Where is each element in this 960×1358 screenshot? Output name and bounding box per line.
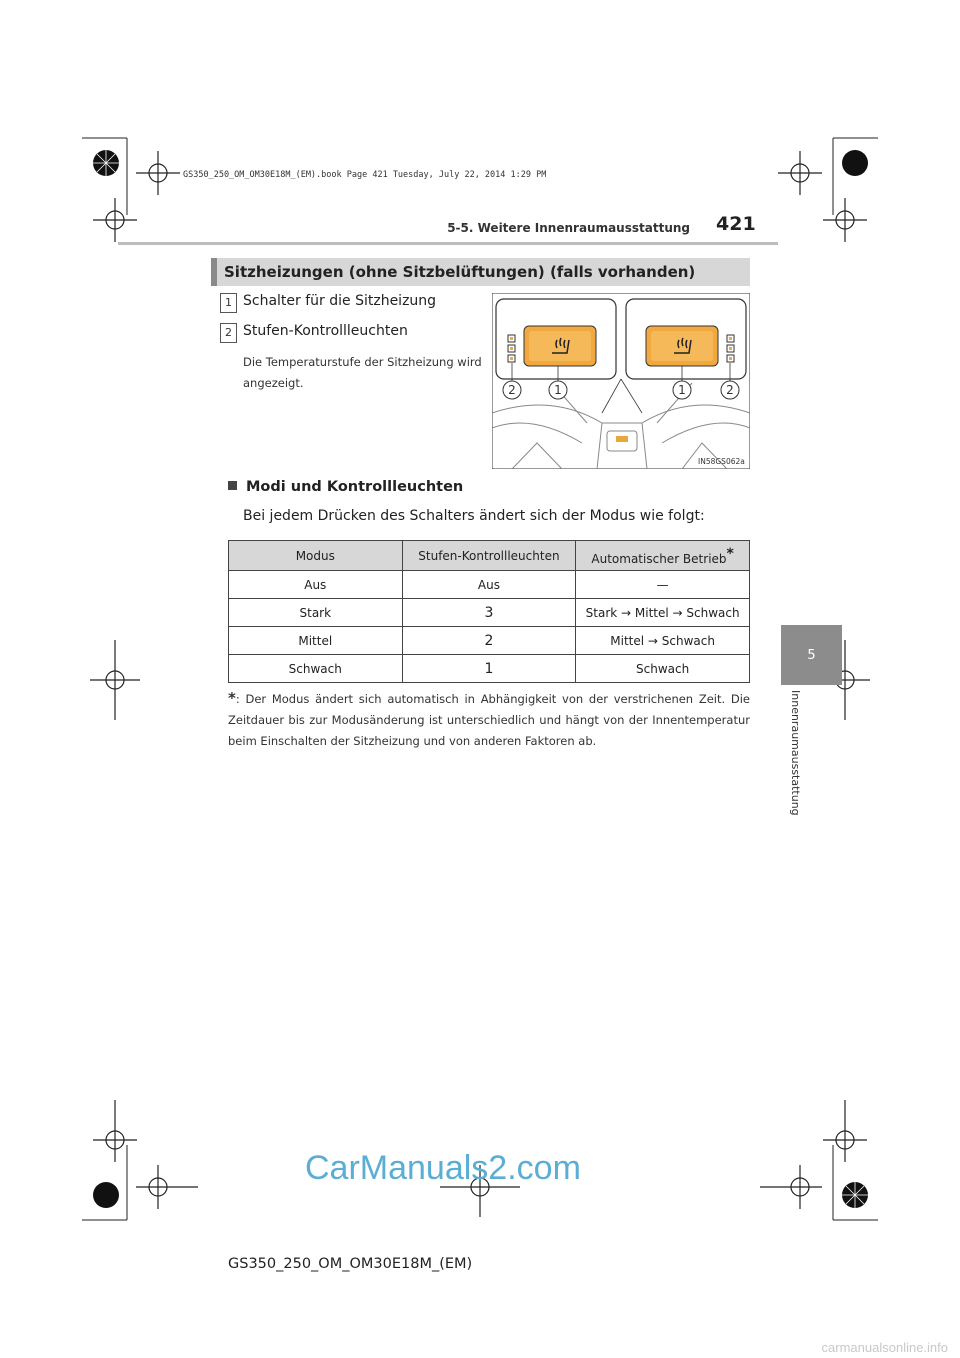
table-cell: Stark → Mittel → Schwach (576, 599, 750, 627)
model-code: GS350_250_OM_OM30E18M_(EM) (228, 1256, 473, 1272)
dashboard-illustration (492, 293, 750, 469)
table-header-row (229, 541, 750, 571)
chapter-number: 5 (807, 647, 816, 663)
subsection-heading (228, 479, 463, 495)
table-cell: Mittel → Schwach (576, 627, 750, 655)
table-header-text: Automatischer Betrieb (591, 551, 727, 566)
table-cell: Aus (229, 571, 403, 599)
table-cell: — (576, 571, 750, 599)
table-row (229, 655, 750, 683)
modes-table (228, 540, 750, 683)
table-cell: 3 (402, 599, 576, 627)
item-note: Die Temperaturstufe der Sitzheizung wird angezeigt. (243, 355, 482, 390)
table-cell: Schwach (229, 655, 403, 683)
watermark-small: carmanualsonline.info (821, 1340, 948, 1355)
footnote-marker: * (228, 689, 236, 707)
header-rule (118, 242, 778, 245)
figure-code: IN58GS062a (698, 457, 745, 466)
callout-label: 2 (508, 383, 516, 397)
table-row (229, 599, 750, 627)
subsection-body: Bei jedem Drücken des Schalters ändert sich der Modus wie folgt: (243, 508, 705, 524)
seat-heater-figure (492, 293, 750, 469)
subsection-heading-text: Modi und Kontrollleuchten (246, 479, 464, 495)
book-imprint-line: GS350_250_OM_OM30E18M_(EM).book Page 421 Tuesday, July 22, 2014 1:29 PM (183, 170, 547, 180)
chapter-title: Innenraumausstattung (789, 690, 802, 816)
item-label-indicators: Stufen-Kontrollleuchten (243, 323, 408, 339)
table-cell: Mittel (229, 627, 403, 655)
item-number-badge: 1 (220, 293, 237, 313)
item-number-badge: 2 (220, 323, 237, 343)
table-cell: Schwach (576, 655, 750, 683)
callout-label: 1 (678, 383, 686, 397)
item-label-switch: Schalter für die Sitzheizung (243, 293, 437, 309)
footnote (228, 688, 750, 752)
table-cell: Stark (229, 599, 403, 627)
callout-label: 1 (554, 383, 562, 397)
footnote-marker: * (726, 545, 734, 562)
chapter-tab (781, 625, 842, 685)
watermark-logo: CarManuals2.com (305, 1149, 581, 1187)
table-cell: 1 (402, 655, 576, 683)
table-cell: Aus (402, 571, 576, 599)
footnote-text: : Der Modus ändert sich automatisch in Abhängigkeit von der verstrichenen Zeit. Die Zeitdauer bis zur Modusänderung ist unterschiedlich und hängt von der Innentemperatur beim Einschalten der Sitzheizung und von anderen Faktoren ab. (228, 692, 750, 748)
table-row (229, 571, 750, 599)
page-number: 421 (716, 213, 756, 235)
bullet-square-icon (228, 481, 237, 490)
callout-label: 2 (726, 383, 734, 397)
table-header (576, 541, 750, 571)
table-cell: 2 (402, 627, 576, 655)
table-row (229, 627, 750, 655)
section-heading: Sitzheizungen (ohne Sitzbelüftungen) (falls vorhanden) (224, 263, 696, 281)
section-title: 5-5. Weitere Innenraumausstattung (447, 221, 690, 235)
table-header: Stufen-Kontrollleuchten (402, 541, 576, 571)
table-header: Modus (229, 541, 403, 571)
